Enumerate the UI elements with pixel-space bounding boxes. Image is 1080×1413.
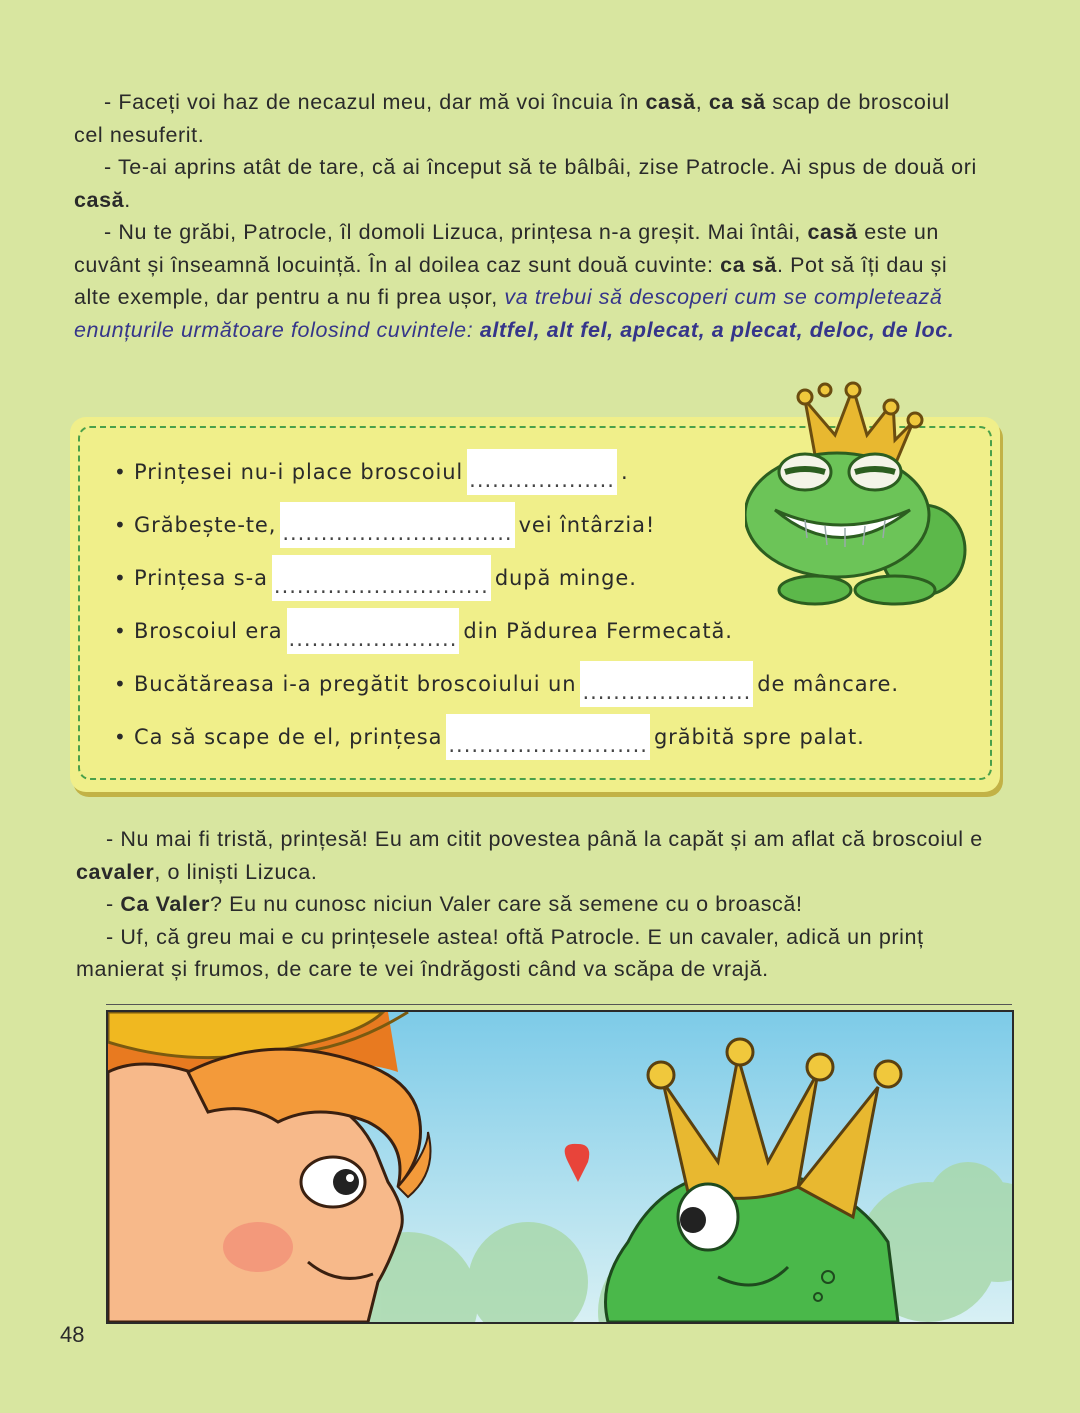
sentence-start: Bucătăreasa i-a pregătit broscoiului un (134, 671, 577, 696)
smiling-frog-icon (745, 380, 975, 610)
sentence-end: vei întârzia! (518, 512, 656, 537)
sentence-start: Prințesa s-a (134, 565, 268, 590)
paragraph: - Faceți voi haz de necazul meu, dar mă voi încuia în casă, ca să scap de broscoiul cel nesuferit. (74, 90, 950, 147)
answer-blank[interactable]: .......................... (446, 714, 650, 760)
bullet: • (114, 565, 127, 590)
story-text-top (74, 86, 984, 346)
story-text-bottom (76, 823, 986, 986)
sentence-start: Ca să scape de el, prințesa (134, 724, 443, 749)
paragraph: - Uf, că greu mai e cu prințesele astea! oftă Patrocle. E un cavaler, adică un prinț manierat și frumos, de care te vei îndrăgosti când va scăpa de vrajă. (76, 924, 924, 981)
instruction-text: va trebui să descoperi cum se completează enunțurile următoare folosind cuvintele: (74, 285, 943, 342)
exercise-item (114, 604, 899, 657)
bullet: • (114, 512, 127, 537)
paragraph: - Nu mai fi tristă, prințesă! Eu am citit povestea până la capăt și am aflat că broscoiul e cavaler, o liniști Lizuca. (76, 827, 983, 884)
bullet: • (114, 724, 127, 749)
bullet: • (114, 459, 127, 484)
princess-frog-illustration (108, 1012, 1012, 1322)
comic-illustration (106, 1010, 1014, 1324)
sentence-start: Prințesei nu-i place broscoiul (134, 459, 464, 484)
page-number: 48 (60, 1322, 85, 1347)
sentence-end: grăbită spre palat. (653, 724, 865, 749)
sentence-start: Grăbește-te, (134, 512, 277, 537)
sentence-end: din Pădurea Fermecată. (463, 618, 733, 643)
sentence-start: Broscoiul era (134, 618, 283, 643)
exercise-item (114, 657, 899, 710)
divider (106, 1004, 1012, 1005)
bullet: • (114, 671, 127, 696)
answer-blank[interactable]: ...................... (287, 608, 460, 654)
sentence-end: după minge. (494, 565, 637, 590)
answer-blank[interactable]: ...................... (580, 661, 753, 707)
answer-blank[interactable]: .............................. (280, 502, 514, 548)
sentence-end: de mâncare. (757, 671, 899, 696)
answer-blank[interactable]: ............................ (272, 555, 491, 601)
bullet: • (114, 618, 127, 643)
paragraph: - Nu te grăbi, Patrocle, îl domoli Lizuca, prințesa n-a greșit. Mai întâi, casă este un cuvânt și înseamnă locuință. În al doilea caz sunt două cuvinte: ca să. Pot să îți dau și alte exemple, dar pentru a nu fi prea ușor, va trebui să descoperi cum se completează enunțurile următoare folosind cuvintele: altfel, alt fel, aplecat, a plecat, deloc, de loc. (74, 220, 955, 342)
word-list: altfel, alt fel, aplecat, a plecat, deloc, de loc. (479, 317, 955, 342)
exercise-item (114, 710, 899, 763)
sentence-end: . (621, 459, 629, 484)
paragraph: - Ca Valer? Eu nu cunosc niciun Valer care să semene cu o broască! (106, 892, 803, 916)
paragraph: - Te-ai aprins atât de tare, că ai început să te bâlbâi, zise Patrocle. Ai spus de două ori casă. (74, 155, 977, 212)
answer-blank[interactable]: ................... (467, 449, 617, 495)
